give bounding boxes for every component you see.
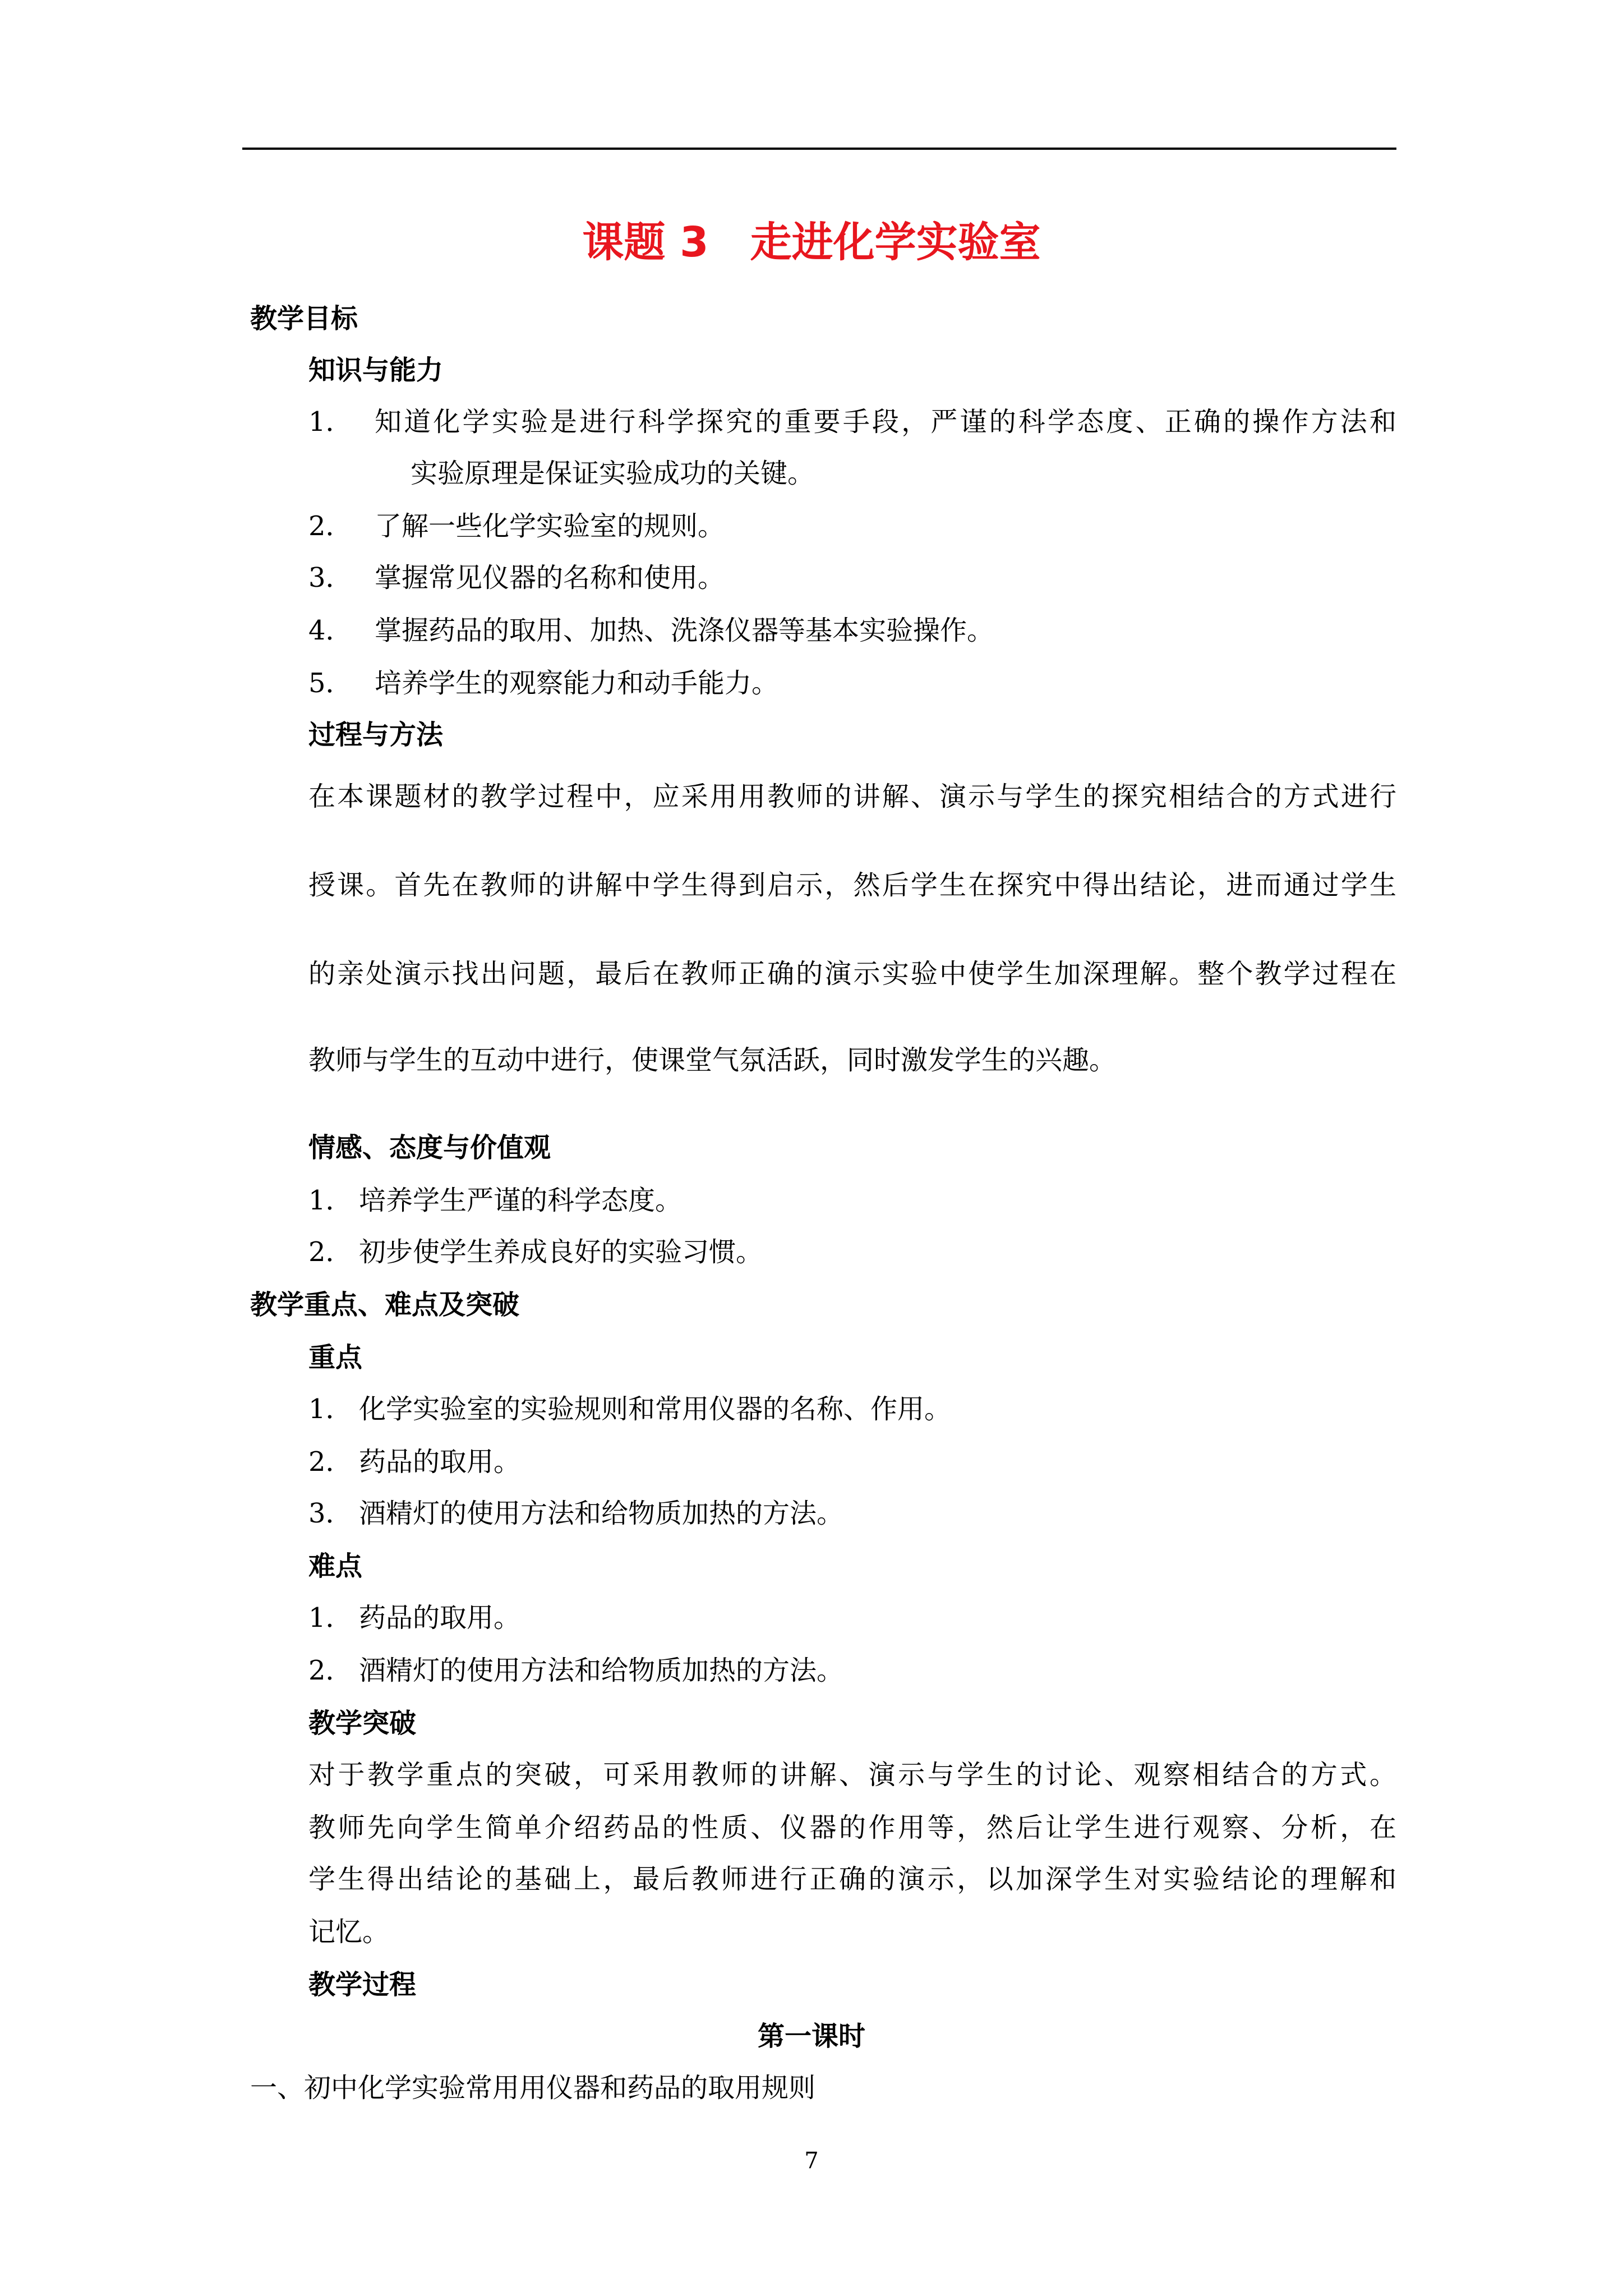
knowledge-item-4-num: 4． [308,615,353,646]
focus-item-1-num: 1． [308,1393,353,1425]
knowledge-item-3-text: 掌握常见仪器的名称和使用。 [375,562,725,593]
knowledge-item-5-text: 培养学生的观察能力和动手能力。 [375,668,779,699]
header-rule [242,148,1396,150]
difficulty-item-2-num: 2． [308,1655,353,1686]
page-title: 课题 3 走进化学实验室 [582,218,1041,266]
process-line-1: 在本课题材的教学过程中，应采用用教师的讲解、演示与学生的探究相结合的方式进行 [308,781,1396,812]
heading-objectives: 教学目标 [250,303,358,334]
focus-item-3-num: 3． [308,1498,353,1529]
knowledge-item-3-num: 3． [308,562,353,593]
heading-focus: 重点 [308,1342,363,1373]
difficulty-item-2-text: 酒精灯的使用方法和给物质加热的方法。 [359,1655,844,1686]
knowledge-item-2-text: 了解一些化学实验室的规则。 [375,510,725,542]
heading-emotion: 情感、态度与价值观 [308,1132,551,1163]
difficulty-item-1-num: 1． [308,1602,353,1634]
knowledge-item-2-num: 2． [308,510,353,542]
section-1-heading: 一、初中化学实验常用用仪器和药品的取用规则 [250,2072,816,2104]
breakthrough-line-2: 教师先向学生简单介绍药品的性质、仪器的作用等，然后让学生进行观察、分析，在 [308,1812,1396,1843]
heading-process: 过程与方法 [308,719,444,751]
page-number: 7 [804,2148,819,2174]
knowledge-item-1-cont: 实验原理是保证实验成功的关键。 [411,458,815,489]
focus-item-1-text: 化学实验室的实验规则和常用仪器的名称、作用。 [359,1393,952,1425]
knowledge-item-4-text: 掌握药品的取用、加热、洗涤仪器等基本实验操作。 [375,615,994,646]
breakthrough-line-4: 记忆。 [308,1916,390,1948]
emotion-item-2-text: 初步使学生养成良好的实验习惯。 [359,1236,763,1268]
lesson-title: 第一课时 [757,2021,865,2052]
emotion-item-1-text: 培养学生严谨的科学态度。 [359,1185,683,1216]
focus-item-2-text: 药品的取用。 [359,1446,521,1478]
process-line-4: 教师与学生的互动中进行，使课堂气氛活跃，同时激发学生的兴趣。 [308,1045,1117,1076]
focus-item-3-text: 酒精灯的使用方法和给物质加热的方法。 [359,1498,844,1529]
heading-breakthrough: 教学突破 [308,1708,417,1739]
focus-item-2-num: 2． [308,1446,353,1478]
knowledge-item-1 [308,404,353,440]
process-line-2: 授课。首先在教师的讲解中学生得到启示，然后学生在探究中得出结论，进而通过学生 [308,869,1396,901]
heading-difficulty: 难点 [308,1550,363,1582]
emotion-item-1-num: 1． [308,1185,353,1216]
heading-knowledge: 知识与能力 [308,355,444,386]
emotion-item-2-num: 2． [308,1236,353,1268]
knowledge-item-1-text: 知道化学实验是进行科学探究的重要手段，严谨的科学态度、正确的操作方法和 [375,406,1396,438]
heading-procedure: 教学过程 [308,1969,417,2000]
knowledge-item-5-num: 5． [308,668,353,699]
breakthrough-line-3: 学生得出结论的基础上，最后教师进行正确的演示，以加深学生对实验结论的理解和 [308,1864,1396,1895]
item-number: 1． [308,406,353,438]
heading-keypoints: 教学重点、难点及突破 [250,1289,520,1320]
breakthrough-line-1: 对于教学重点的突破，可采用教师的讲解、演示与学生的讨论、观察相结合的方式。 [308,1759,1396,1791]
process-line-3: 的亲处演示找出问题，最后在教师正确的演示实验中使学生加深理解。整个教学过程在 [308,958,1396,990]
difficulty-item-1-text: 药品的取用。 [359,1602,521,1634]
